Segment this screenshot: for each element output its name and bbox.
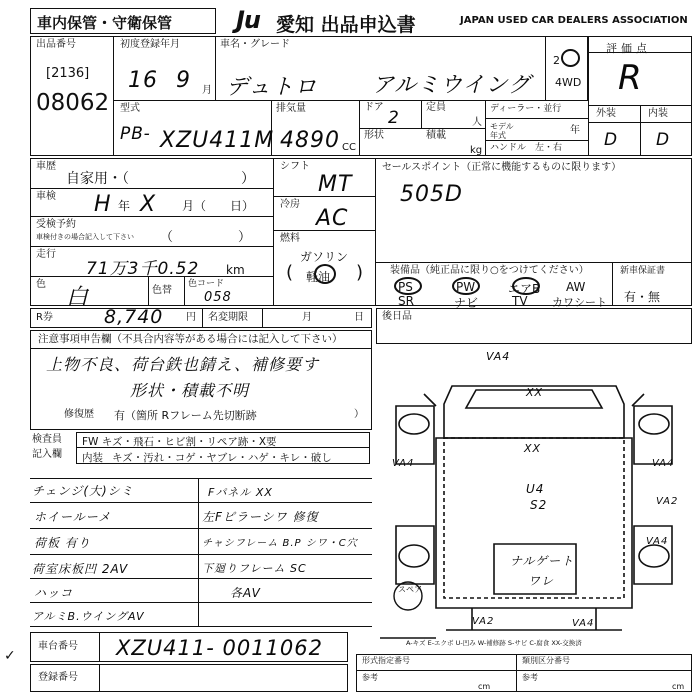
equip-item-2: エアB <box>508 282 541 296</box>
remarks-line <box>30 528 372 529</box>
reception-divider <box>30 246 274 247</box>
handle-label: ハンドル 左・右 <box>490 143 563 153</box>
aftermarket-label: 後日品 <box>382 311 412 322</box>
equip-item-0: PS <box>398 280 413 294</box>
reg-month-unit: 月 <box>202 85 212 96</box>
history-label: 車歴 <box>36 161 56 172</box>
title-change-month: 月 <box>302 312 312 323</box>
notes-line1: 上物不良、荷台鉄也錆え、補修要す <box>46 355 319 374</box>
model-prefix: PB- <box>120 124 151 144</box>
cm-2: cm <box>672 682 685 691</box>
remark-0-left: チェンジ(大)シミ <box>32 484 134 498</box>
inspection-divider <box>30 216 274 217</box>
color-code: 058 <box>204 290 232 305</box>
handle-divider <box>486 140 588 141</box>
model-code: XZU411M <box>160 128 275 153</box>
displacement-unit: CC <box>342 142 356 153</box>
inspector-row2: キズ・汚れ・コゲ・ヤブレ・ハゲ・キレ・破し <box>112 452 332 464</box>
diag-note-2: ワレ <box>528 574 555 588</box>
aircon-divider <box>274 230 376 231</box>
remark-4-left: ハッコ <box>34 586 74 600</box>
diagram-legend: A-キズ E-エクボ U-凹み W-補修跡 S-サビ C-腐食 XX-交換済 <box>406 639 582 647</box>
selling-divider <box>376 262 692 263</box>
reg-number-label: 登録番号 <box>38 672 78 683</box>
remark-1-left: ホイールーメ <box>34 510 112 524</box>
diag-mark-4: VA4 <box>652 458 675 469</box>
fuel-diesel: 軽油 <box>306 270 331 284</box>
recycle-unit: 円 <box>186 312 196 323</box>
recycle-value: 8,740 <box>104 306 164 328</box>
fuel-circle <box>314 264 336 284</box>
equipment-label: 装備品（純正品に限り○をつけてください） <box>390 265 589 276</box>
recycle-split <box>202 308 203 328</box>
margin-check: ✓ <box>4 648 16 664</box>
exterior-label: 外装 <box>596 108 616 119</box>
diag-mark-8: VA4 <box>572 618 595 629</box>
title-change-label: 名変期限 <box>208 312 248 323</box>
notes-line2: 形状・積載不明 <box>130 381 250 400</box>
equip-item-7: カワシート <box>552 296 607 309</box>
cm-1: cm <box>478 682 491 691</box>
form-number-label: 形式指定番号 <box>362 656 410 665</box>
history-divider <box>30 188 274 189</box>
reception-value: （ ） <box>160 230 252 245</box>
bracket-right: ) <box>356 262 364 283</box>
mileage-unit: km <box>226 263 245 277</box>
color-split <box>148 276 149 306</box>
load-label: 積載 <box>426 130 446 141</box>
chassis-value: XZU411- 0011062 <box>116 636 324 660</box>
inspector-label-1: 検査員 <box>32 434 62 445</box>
capacity-unit: 人 <box>472 117 482 128</box>
mileage-divider <box>30 276 274 277</box>
selling-points-label: セールスポイント（正常に機能するものに限ります） <box>382 162 622 173</box>
exterior-grade: D <box>604 130 619 150</box>
equip-circle-airb <box>512 277 540 295</box>
inspection-year-unit: 年 <box>118 199 131 213</box>
repair-label: 修復歴 <box>64 409 94 420</box>
diag-mark-5: VA4 <box>646 536 669 547</box>
fuel-label: 燃料 <box>280 233 300 244</box>
interior-label: 内装 <box>648 108 668 119</box>
equip-circle-ps <box>394 277 422 295</box>
reg-date-label: 初度登録年月 <box>120 39 180 50</box>
reg-year: 16 <box>128 68 158 93</box>
remarks-split <box>198 478 199 626</box>
notes-divider <box>30 348 372 349</box>
remark-3-left: 荷室床板凹 2AV <box>32 562 129 576</box>
drive-circle <box>561 49 580 67</box>
diag-mark-7: VA2 <box>472 616 495 627</box>
insurance-value: 有・無 <box>624 290 661 304</box>
inspection-month-unit: 月（ 日） <box>182 199 255 213</box>
eval-divider <box>588 52 692 53</box>
footer-split <box>516 654 517 692</box>
diag-mark-3: VA4 <box>392 458 415 469</box>
shift-label: シフト <box>280 161 310 172</box>
repair-close: ） <box>354 409 364 420</box>
aircon-value: AC <box>316 206 349 231</box>
inspector-row1: FW キズ・飛石・ヒビ割・リペア跡・X要 <box>82 436 277 448</box>
drive-4wd: 4WD <box>555 76 582 89</box>
title-left: 車内保管・守衛保管 <box>37 14 173 32</box>
inspection-year: H <box>94 192 112 217</box>
inspector-row2-label: 内装 <box>82 452 103 464</box>
model-label: 型式 <box>120 103 140 114</box>
insurance-label: 新車保証書 <box>620 266 666 276</box>
interior-grade: D <box>656 130 671 150</box>
class-number-label: 類別区分番号 <box>522 656 570 665</box>
reception-label: 受検予約 <box>36 219 76 230</box>
model-year-label: モデル年式 <box>490 122 514 140</box>
selling-points-value: 505D <box>400 182 463 207</box>
repair-value: 有（箇所 Rフレーム先切断跡 <box>114 409 257 422</box>
mileage-value: 71万3千0.52 <box>86 259 200 279</box>
mileage-label: 走行 <box>36 249 56 260</box>
diag-mark-0: VA4 <box>486 350 511 363</box>
ref-label-1: 参考 <box>362 673 378 682</box>
reg-month: 9 <box>176 68 191 93</box>
diag-center-0: U4 <box>526 482 545 496</box>
dealer-label: ディーラー・並行 <box>490 104 562 114</box>
color-change-label: 色替 <box>152 285 172 296</box>
door-label: ドア <box>364 102 384 113</box>
car-name: デュトロ <box>226 75 318 100</box>
dealer-divider <box>486 118 588 119</box>
remark-5-left: アルミB.ウイングAV <box>32 610 145 623</box>
recycle-split2 <box>262 308 263 328</box>
remarks-grid <box>30 478 372 628</box>
color-code-label: 色コード <box>188 279 225 289</box>
remark-2-left: 荷板 有り <box>34 536 91 550</box>
remarks-line <box>30 578 372 579</box>
form-title: 愛知 出品申込書 <box>276 14 416 36</box>
capacity-label: 定員 <box>426 102 446 113</box>
recycle-row <box>30 308 372 328</box>
remarks-line <box>30 554 372 555</box>
shape-label: 形状 <box>364 130 384 141</box>
model-year-unit: 年 <box>570 125 580 136</box>
color-split2 <box>184 276 185 306</box>
diag-note-1: ナルゲート <box>510 554 575 568</box>
remarks-line <box>30 602 372 603</box>
equip-item-5: ナビ <box>454 296 479 310</box>
drive-2wd: 2 <box>553 54 560 67</box>
reception-note: 車検付きの場合記入して下さい <box>36 233 134 241</box>
remark-1-right: 左Fピラーシワ 修復 <box>202 510 319 524</box>
load-unit: kg <box>470 145 483 156</box>
lot-label: 出品番号 <box>36 39 76 50</box>
remark-0-right: Fパネル XX <box>208 486 273 499</box>
equip-item-6: TV <box>512 294 528 308</box>
eval-score: R <box>618 58 643 98</box>
inspection-month: X <box>140 192 157 217</box>
ref-label-2: 参考 <box>522 673 538 682</box>
color-value: 白 <box>66 285 90 310</box>
aircon-label: 冷房 <box>280 199 300 210</box>
diag-mark-6: VA2 <box>656 496 679 507</box>
car-grade: アルミウイング <box>372 73 532 98</box>
history-value: 自家用・（ ） <box>66 171 255 187</box>
remarks-line <box>30 502 372 503</box>
remark-4-right: 各AV <box>230 586 261 600</box>
lot-code: [2136] <box>46 66 90 81</box>
fuel-gasoline: ガソリン <box>300 250 349 264</box>
logo: Ju <box>236 6 261 34</box>
equip-item-3: AW <box>566 280 586 294</box>
car-name-label: 車名・グレード <box>220 39 290 50</box>
remarks-line <box>30 626 372 627</box>
eval-label: 評価点 <box>606 42 651 55</box>
car-diagram <box>376 346 692 650</box>
footer-divider <box>356 670 692 671</box>
lot-number: 08062 <box>36 90 110 116</box>
inspector-label-2: 記入欄 <box>32 449 62 460</box>
diag-mark-1: XX <box>526 386 544 399</box>
remarks-line <box>30 478 372 479</box>
association-name: JAPAN USED CAR DEALERS ASSOCIATION <box>460 15 688 26</box>
notes-label: 注意事項申告欄（不具合内容等がある場合には記入して下さい） <box>38 333 343 345</box>
title-change-day: 日 <box>354 312 364 323</box>
door-value: 2 <box>388 108 400 128</box>
equip-item-4: SR <box>398 294 414 308</box>
remark-3-right: 下廻りフレーム SC <box>202 562 307 575</box>
equipment-split <box>612 262 613 306</box>
displacement-label: 排気量 <box>276 103 306 114</box>
shift-divider <box>274 196 376 197</box>
recycle-label: R券 <box>36 312 53 323</box>
diag-mark-2: XX <box>524 442 542 455</box>
shift-value: MT <box>318 172 353 197</box>
displacement-value: 4890 <box>280 128 340 153</box>
spare-label: スペア <box>398 585 422 594</box>
drive-cell <box>546 36 588 100</box>
chassis-label: 車台番号 <box>38 641 78 652</box>
diag-center-1: S2 <box>530 498 548 512</box>
eval-left-border <box>588 36 589 156</box>
inspection-label: 車検 <box>36 191 56 202</box>
equip-circle-pw <box>452 277 480 295</box>
equip-item-1: PW <box>456 280 476 294</box>
eval-split <box>640 105 641 156</box>
color-label: 色 <box>36 279 46 290</box>
bracket-left: ( <box>286 262 294 283</box>
remark-2-right: チャシフレーム B.P シワ・C穴 <box>202 538 358 549</box>
aftermarket-box <box>376 308 692 344</box>
